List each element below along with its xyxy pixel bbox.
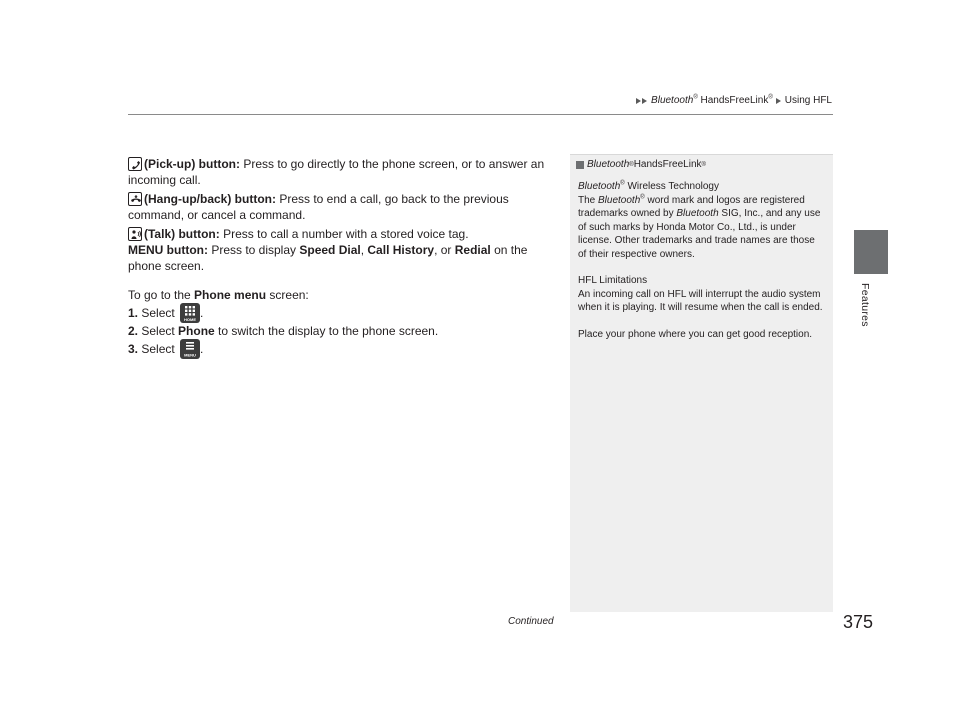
sidebar-title: Bluetooth ® HandsFreeLink ® xyxy=(570,155,833,174)
talk-description: (Talk) button: Press to call a number with a stored voice tag. xyxy=(128,226,558,242)
step-3: 3. Select MENU . xyxy=(128,339,558,359)
menu-description: MENU button: Press to display Speed Dial, Call History, or Redial on the phone screen. xyxy=(128,243,528,273)
breadcrumb-subsection: Using HFL xyxy=(784,95,832,106)
hangup-phone-icon xyxy=(128,192,142,206)
step-2: 2. Select Phone to switch the display to the phone screen. xyxy=(128,324,439,338)
pickup-description: (Pick-up) button: Press to go directly to the phone screen, or to answer an incoming call. xyxy=(128,157,545,187)
breadcrumb xyxy=(636,95,832,106)
step-1: 1. Select HOME . xyxy=(128,303,558,323)
home-button-icon xyxy=(180,303,200,323)
hfl-limitations-heading: HFL Limitations xyxy=(578,275,648,286)
section-tab xyxy=(854,230,888,274)
breadcrumb-arrow-icon xyxy=(642,98,647,104)
svg-text:HOME: HOME xyxy=(184,317,197,322)
sidebar-note xyxy=(570,154,833,612)
page-number: 375 xyxy=(843,612,874,632)
hfl-limitations-text: An incoming call on HFL will interrupt the audio system when it is playing. It will resume when the call is ended. xyxy=(578,288,823,313)
trademark-notice: The Bluetooth® word mark and logos are registered trademarks owned by Bluetooth SIG, Inc., and any use of such marks by Honda Motor Co., Ltd., is under license. Other trademarks and trade names are those of their respective owners. xyxy=(578,194,821,260)
phone-menu-intro: To go to the Phone menu screen: xyxy=(128,288,309,302)
pickup-phone-icon xyxy=(128,157,142,171)
breadcrumb-arrow-icon xyxy=(636,98,641,104)
breadcrumb-section: Bluetooth® HandsFreeLink® xyxy=(651,94,773,106)
reception-tip: Place your phone where you can get good reception. xyxy=(578,328,813,340)
breadcrumb-arrow-icon xyxy=(776,98,781,104)
talk-voice-icon xyxy=(128,227,142,241)
reference-icon xyxy=(576,161,584,169)
main-content xyxy=(128,156,558,359)
continued-label: Continued xyxy=(508,616,554,627)
header-divider xyxy=(128,114,833,115)
svg-text:MENU: MENU xyxy=(184,352,196,358)
section-tab-label: Features xyxy=(859,283,871,327)
hangup-description: (Hang-up/back) button: Press to end a call, go back to the previous command, or cancel a command. xyxy=(128,192,509,222)
wireless-tech-heading: Bluetooth® Wireless Technology xyxy=(578,180,719,192)
menu-button-icon xyxy=(180,339,200,359)
